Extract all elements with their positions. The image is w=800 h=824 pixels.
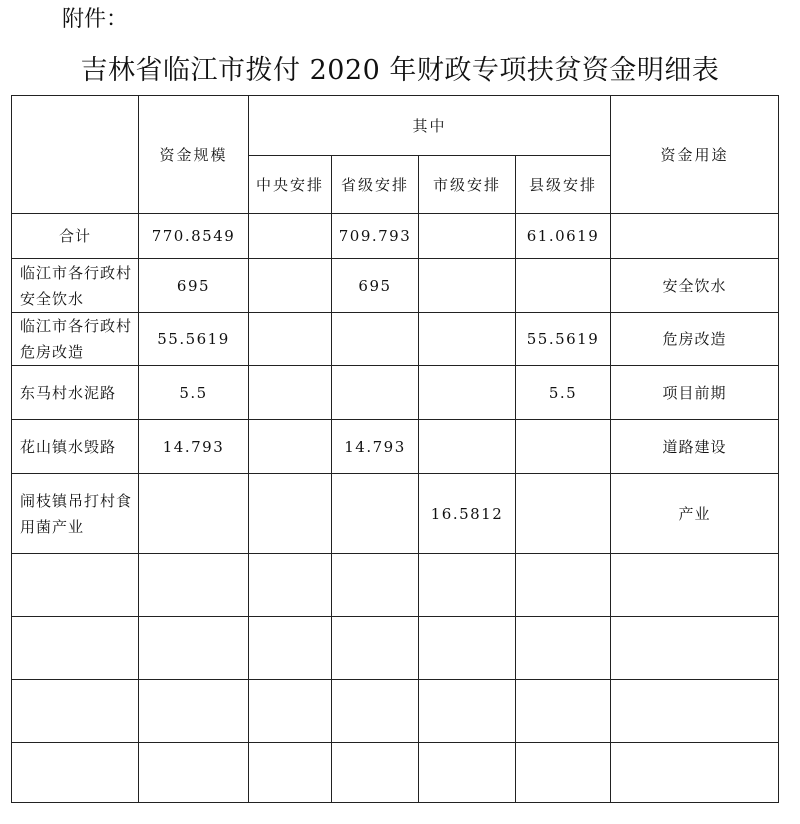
- row-city: [419, 259, 516, 313]
- table-row: [12, 420, 779, 474]
- row-name: 花山镇水毁路: [12, 420, 139, 474]
- row-central: [249, 313, 332, 366]
- empty-row: [12, 617, 779, 680]
- row-scale: 695: [139, 259, 249, 313]
- row-central: [249, 214, 332, 259]
- header-project-cell: [12, 96, 139, 214]
- header-scale: 资金规模: [139, 96, 249, 214]
- row-usage: 道路建设: [611, 420, 779, 474]
- empty-row: [12, 743, 779, 803]
- header-central: 中央安排: [249, 156, 332, 214]
- row-scale: [139, 474, 249, 554]
- row-usage: 产业: [611, 474, 779, 554]
- table-row: [12, 313, 779, 366]
- row-provincial: [332, 366, 419, 420]
- row-city: 16.5812: [419, 474, 516, 554]
- row-provincial: 695: [332, 259, 419, 313]
- row-city: [419, 214, 516, 259]
- row-central: [249, 420, 332, 474]
- table-row: [12, 474, 779, 554]
- header-provincial: 省级安排: [332, 156, 419, 214]
- row-name: 临江市各行政村危房改造: [12, 313, 139, 366]
- funds-table: [11, 95, 779, 803]
- row-provincial: [332, 313, 419, 366]
- row-county: [516, 420, 611, 474]
- row-provincial: 709.793: [332, 214, 419, 259]
- table-row: [12, 366, 779, 420]
- document-title: 吉林省临江市拨付 2020 年财政专项扶贫资金明细表: [80, 55, 720, 86]
- row-name: 合计: [12, 214, 139, 259]
- row-name: 闹枝镇吊打村食用菌产业: [12, 474, 139, 554]
- row-scale: 14.793: [139, 420, 249, 474]
- row-county: [516, 259, 611, 313]
- row-scale: 55.5619: [139, 313, 249, 366]
- header-usage: 资金用途: [611, 96, 779, 214]
- header-city: 市级安排: [419, 156, 516, 214]
- empty-row: [12, 680, 779, 743]
- header-row-1: [12, 96, 779, 156]
- row-name: 临江市各行政村安全饮水: [12, 259, 139, 313]
- row-city: [419, 420, 516, 474]
- row-county: 61.0619: [516, 214, 611, 259]
- row-usage: [611, 214, 779, 259]
- table-row: [12, 259, 779, 313]
- row-central: [249, 366, 332, 420]
- empty-row: [12, 554, 779, 617]
- row-county: 5.5: [516, 366, 611, 420]
- row-scale: 770.8549: [139, 214, 249, 259]
- row-city: [419, 366, 516, 420]
- row-county: [516, 474, 611, 554]
- row-usage: 安全饮水: [611, 259, 779, 313]
- row-provincial: [332, 474, 419, 554]
- row-usage: 项目前期: [611, 366, 779, 420]
- row-central: [249, 259, 332, 313]
- attachment-label: 附件：: [62, 7, 129, 32]
- header-group: 其中: [249, 96, 611, 156]
- row-provincial: 14.793: [332, 420, 419, 474]
- header-county: 县级安排: [516, 156, 611, 214]
- row-city: [419, 313, 516, 366]
- table-row: [12, 214, 779, 259]
- row-usage: 危房改造: [611, 313, 779, 366]
- row-county: 55.5619: [516, 313, 611, 366]
- row-central: [249, 474, 332, 554]
- row-scale: 5.5: [139, 366, 249, 420]
- row-name: 东马村水泥路: [12, 366, 139, 420]
